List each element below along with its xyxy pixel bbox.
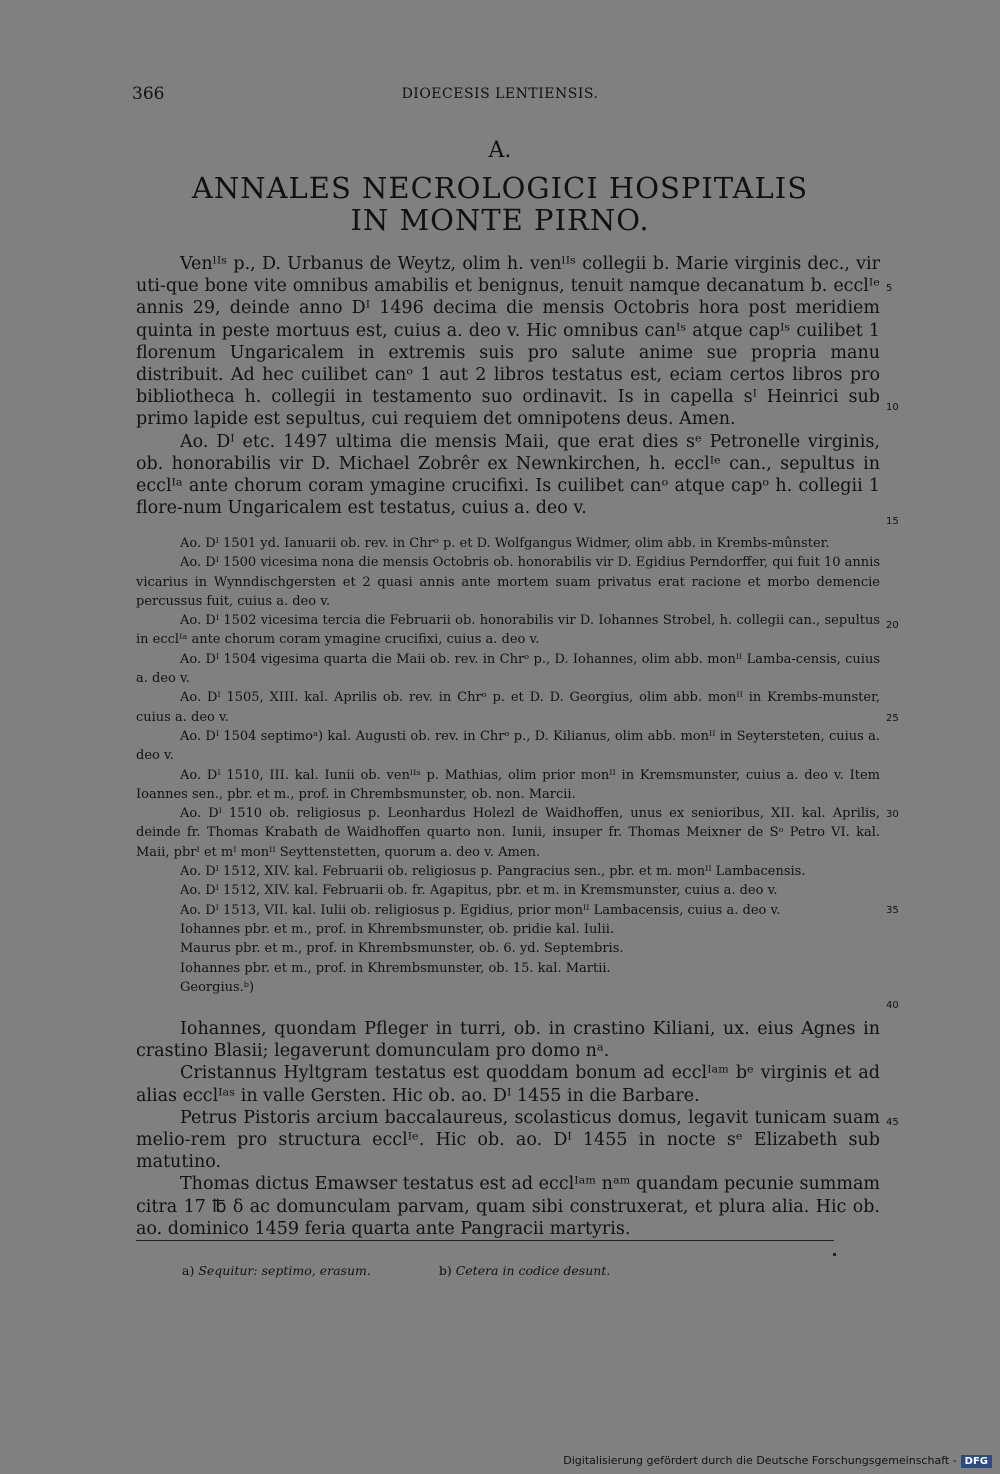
entry: Ao. Dᴵ 1501 yd. Ianuarii ob. rev. in Chrᵒ p. et D. Wolfgangus Widmer, olim abb. in Krembs-mûnster. <box>180 536 830 551</box>
paragraph: Cristannus Hyltgram testatus est quoddam bonum ad ecclᴵᵃᵐ bᵉ virginis et ad alias ecclᴵᵃˢ in valle Gersten. Hic ob. ao. Dᴵ 1455 in die Barbare. <box>136 1063 880 1106</box>
section-label: A. <box>488 138 512 163</box>
footnote-b-mark: b) <box>438 1263 452 1278</box>
entry: Ao. Dᴵ 1504 vigesima quarta die Maii ob. rev. in Chrᵒ p., D. Iohannes, olim abb. monᴵᴵ Lamba-censis, cuius a. deo v. <box>136 651 880 687</box>
paragraph: Ao. Dᴵ etc. 1497 ultima die mensis Maii, que erat dies sᵉ Petronelle virginis, ob. honorabilis vir D. Michael Zobrêr ex Newnkirchen, h. ecclᴵᵉ can., sepultus in ecclᴵᵃ ante chorum coram ymagine crucifixi. Is cuilibet canᵒ atque capᵒ h. collegii 1 flore-num Ungaricalem est testatus, cuius a. deo v. <box>136 431 880 519</box>
line-number: 30 <box>886 809 899 820</box>
title-line-1: ANNALES NECROLOGICI HOSPITALIS <box>191 171 809 205</box>
page-number: 366 <box>132 84 165 104</box>
entry: Ao. Dᴵ 1500 vicesima nona die mensis Octobris ob. honorabilis vir D. Egidius Perndorffer, qui fuit 10 annis vicarius in Wynndischgersten et 2 quasi annis ante mortem suam privatus erat racione et morbo demencie percussus fuit, cuius a. deo v. <box>136 555 880 609</box>
entry: Ao. Dᴵ 1512, XIV. kal. Februarii ob. fr. Agapitus, pbr. et m. in Kremsmunster, cuius a. deo v. <box>180 883 778 899</box>
document-title <box>0 172 1000 236</box>
entry: Georgius.ᵇ) <box>180 979 255 995</box>
main-text-block <box>136 253 880 519</box>
line-number: 35 <box>886 905 899 916</box>
footer-text: Digitalisierung gefördert durch die Deutsche Forschungsgemeinschaft - <box>563 1454 957 1467</box>
line-number: 25 <box>886 713 899 724</box>
footnote-a-text: Sequitur: septimo, erasum. <box>198 1263 371 1278</box>
paragraph: Thomas dictus Emawser testatus est ad ecclᴵᵃᵐ nᵃᵐ quandam pecunie summam citra 17 ℔ δ ac domunculam parvam, quam sibi construxerat, et plura alia. Hic ob. ao. dominico 1459 feria quarta ante Pangracii martyris. <box>136 1174 880 1239</box>
entry: Ao. Dᴵ 1504 septimoᵃ) kal. Augusti ob. rev. in Chrᵒ p., D. Kilianus, olim abb. monᴵᴵ in Seytersteten, cuius a. deo v. <box>136 728 880 764</box>
entry: Ao. Dᴵ 1505, XIII. kal. Aprilis ob. rev. in Chrᵒ p. et D. D. Georgius, olim abb. monᴵᴵ in Krembs-munster, cuius a. deo v. <box>136 690 880 725</box>
necrology-entries <box>136 534 880 997</box>
title-line-2: IN MONTE PIRNO. <box>350 203 650 237</box>
entry: Ao. Dᴵ 1502 vicesima tercia die Februarii ob. honorabilis vir D. Iohannes Strobel, h. collegii can., sepultus in ecclᴵᵃ ante chorum coram ymagine crucifixi, cuius a. deo v. <box>136 613 880 648</box>
main-text-block-2 <box>136 1018 880 1240</box>
line-number: 5 <box>886 283 893 294</box>
entry: Maurus pbr. et m., prof. in Khrembsmunster, ob. 6. yd. Septembris. <box>180 941 624 957</box>
paragraph: Venˡᴵˢ p., D. Urbanus de Weytz, olim h. venˡᴵˢ collegii b. Marie virginis dec., vir uti-que bone vite omnibus amabilis et benignus, tenuit namque decanatum b. ecclᴵᵉ annis 29, deinde anno Dᴵ 1496 decima die mensis Octobris hora post meridiem quinta in peste mortuus est, cuius a. deo v. Hic omnibus canᴵˢ atque capᴵˢ cuilibet 1 florenum Ungaricalem in extremis suis pro salute anime sue propria manu distribuit. Ad hec cuilibet canᵒ 1 aut 2 libros testatus est, eciam certos libros pro bibliotheca h. collegii in testamento suo ordinavit. Is in capella sᴵ Heinrici sub primo lapide est sepultus, cui requiem det omnipotens deus. Amen. <box>136 254 880 430</box>
line-number: 10 <box>886 402 899 413</box>
entry: Iohannes pbr. et m., prof. in Khrembsmunster, ob. pridie kal. Iulii. <box>180 921 615 937</box>
line-number: 40 <box>886 1000 899 1011</box>
dfg-logo: DFG <box>961 1455 992 1468</box>
entry: Iohannes pbr. et m., prof. in Khrembsmunster, ob. 15. kal. Martii. <box>180 960 611 976</box>
entry: Ao. Dᴵ 1513, VII. kal. Iulii ob. religiosus p. Egidius, prior monᴵᴵ Lambacensis, cuius a. deo v. <box>180 902 781 918</box>
footnote-a-mark: a) <box>182 1263 195 1278</box>
footnote-divider <box>136 1240 834 1241</box>
page-speck <box>833 1253 836 1256</box>
paragraph: Iohannes, quondam Pfleger in turri, ob. in crastino Kiliani, ux. eius Agnes in crastino Blasii; legaverunt domunculam pro domo nᵃ. <box>136 1019 880 1062</box>
digitization-footer <box>563 1454 992 1468</box>
entry: Ao. Dᴵ 1512, XIV. kal. Februarii ob. religiosus p. Pangracius sen., pbr. et m. monᴵᴵ Lambacensis. <box>180 864 806 880</box>
line-number: 20 <box>886 620 899 631</box>
running-title: DIOECESIS LENTIENSIS. <box>401 86 599 102</box>
entry: Ao. Dᴵ 1510, III. kal. Iunii ob. venˡᴵˢ p. Mathias, olim prior monᴵᴵ in Kremsmunster, cuius a. deo v. Item Ioannes sen., pbr. et m., prof. in Chrembsmunster, ob. non. Marcii. <box>136 767 880 802</box>
footnotes <box>182 1263 610 1278</box>
entry: Ao. Dᴵ 1510 ob. religiosus p. Leonhardus Holezl de Waidhoffen, unus ex senioribus, XII. kal. Aprilis, deinde fr. Thomas Krabath de Waidhoffen quarto non. Iunii, insuper fr. Thomas Meixner de Sᵒ Petro VI. kal. Maii, pbrᴵ et mᴵ monᴵᴵ Seyttenstetten, quorum a. deo v. Amen. <box>136 806 880 860</box>
line-number: 45 <box>886 1117 899 1128</box>
footnote-b-text: Cetera in codice desunt. <box>455 1263 611 1278</box>
line-number: 15 <box>886 516 899 527</box>
paragraph: Petrus Pistoris arcium baccalaureus, scolasticus domus, legavit tunicam suam melio-rem pro structura ecclᴵᵉ. Hic ob. ao. Dᴵ 1455 in nocte sᵉ Elizabeth sub matutino. <box>136 1107 880 1173</box>
